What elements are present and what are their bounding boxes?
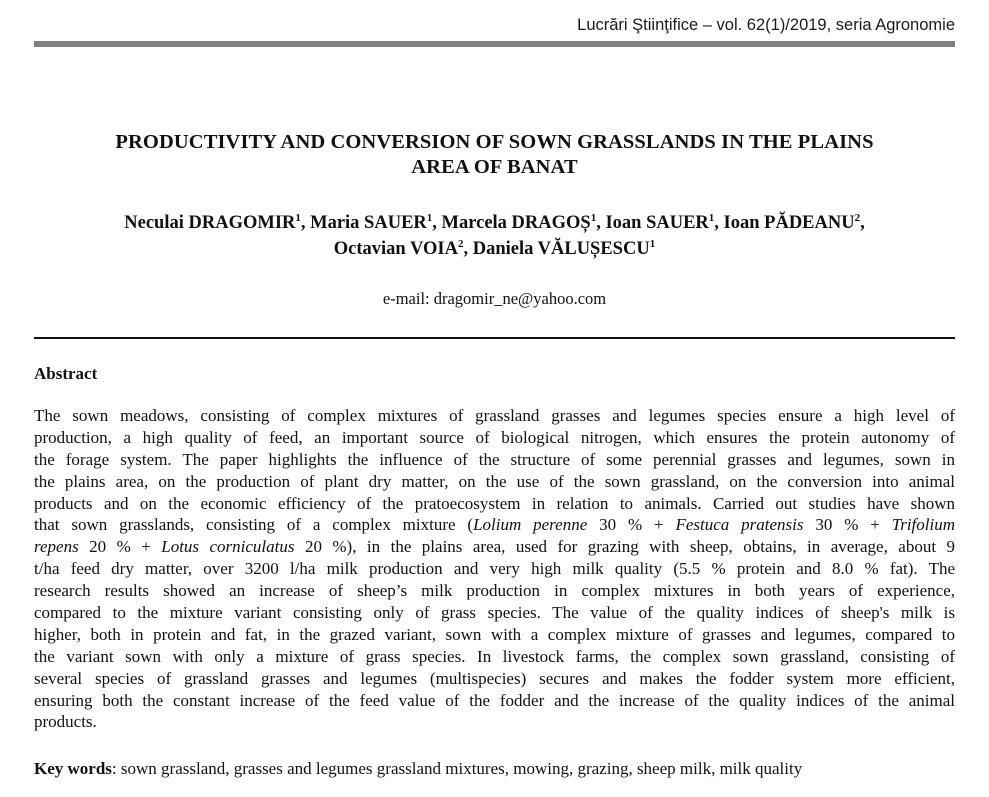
author-affiliation: 1: [590, 212, 597, 224]
abstract-text: higher, both in protein and fat, in the grazed variant, sown with a complex mixture of grasses and legumes, compared to: [34, 624, 955, 644]
abstract-text: several species of grassland grasses and legumes (multispecies) secures and makes the fodder system more efficient,: [34, 668, 955, 688]
keywords-text: : sown grassland, grasses and legumes grassland mixtures, mowing, grazing, sheep milk, milk quality: [111, 759, 803, 778]
abstract-text: the plains area, on the production of plant dry matter, on the use of the sown grassland, on the conversion into animal: [34, 471, 955, 491]
keywords: [34, 759, 802, 779]
author-name: Neculai DRAGOMIR: [124, 213, 296, 233]
abstract-line: [34, 580, 955, 602]
author-line-2: [34, 236, 955, 262]
abstract-text: ensuring both the constant increase of the feed value of the fodder and the increase of the quality indices of the animal: [34, 690, 955, 710]
author-line-1: [34, 210, 955, 236]
abstract-line: [34, 427, 955, 449]
abstract-text: the forage system. The paper highlights the influence of the structure of some perennial grasses and legumes, sown in: [34, 449, 955, 469]
abstract-text: 20 % +: [78, 537, 162, 557]
abstract-body: [34, 405, 955, 733]
author-separator: ,: [463, 239, 473, 259]
abstract-text: products.: [34, 712, 97, 732]
keywords-label: Key words: [34, 759, 112, 778]
abstract-line: [34, 558, 955, 580]
author-separator: ,: [596, 213, 606, 233]
abstract-text: 20 %), in the plains area, used for grazing with sheep, obtains, in average, about 9: [294, 537, 955, 557]
journal-running-header: Lucrări Ştiinţifice – vol. 62(1)/2019, seria Agronomie: [577, 16, 955, 34]
author-name: Octavian VOIA: [333, 239, 458, 259]
abstract-text: that sown grasslands, consisting of a complex mixture (: [34, 515, 474, 535]
section-divider: [34, 337, 955, 339]
author-name: Marcela DRAGOȘ: [441, 213, 591, 233]
abstract-line: [34, 624, 955, 646]
author-affiliation: 2: [457, 238, 464, 250]
author-list: [34, 210, 955, 262]
abstract-text: compared to the mixture variant consisting only of grass species. The value of the quality indices of sheep's milk is: [34, 603, 955, 623]
abstract-heading: Abstract: [34, 364, 98, 383]
paper-title-line-2: AREA OF BANAT: [411, 156, 578, 178]
species-name: Festuca pratensis: [675, 515, 804, 535]
abstract-text: t/ha feed dry matter, over 3200 l/ha milk production and very high milk quality (5.5 % protein and 8.0 % fat). The: [34, 559, 955, 579]
abstract-text: The sown meadows, consisting of complex mixtures of grassland grasses and legumes species ensure a high level of: [34, 406, 955, 425]
abstract-text: research results showed an increase of sheep’s milk production in complex mixtures in both years of experience,: [34, 581, 955, 601]
abstract-text: products and on the economic efficiency of the pratoecosystem in relation to animals. Carried out studies have shown: [34, 493, 955, 513]
abstract-text: production, a high quality of feed, an important source of biological nitrogen, which ensures the protein autonomy of: [34, 427, 955, 447]
author-affiliation: 1: [708, 212, 715, 224]
author-affiliation: 1: [649, 238, 656, 250]
paper-title: [34, 130, 955, 180]
author-separator: ,: [432, 213, 442, 233]
abstract-text: 30 % +: [587, 515, 676, 535]
abstract-text: the variant sown with only a mixture of grass species. In livestock farms, the complex sown grassland, consisting of: [34, 646, 955, 666]
paper-title-line-1: PRODUCTIVITY AND CONVERSION OF SOWN GRASSLANDS IN THE PLAINS: [115, 131, 874, 153]
author-name: Ioan PĂDEANU: [723, 213, 855, 233]
author-name: Daniela VĂLUȘESCU: [472, 239, 650, 259]
author-affiliation: 2: [854, 212, 861, 224]
abstract-line: [34, 514, 955, 536]
author-separator: ,: [860, 213, 865, 233]
species-name: Trifolium: [891, 515, 956, 535]
abstract-line: [34, 646, 955, 668]
abstract-line: [34, 668, 955, 690]
abstract-line: [34, 536, 955, 558]
abstract-line: [34, 711, 955, 733]
abstract-text: 30 % +: [803, 515, 892, 535]
author-separator: ,: [714, 213, 724, 233]
author-name: Maria SAUER: [310, 213, 427, 233]
header-divider: [34, 41, 955, 47]
abstract-line: [34, 471, 955, 493]
abstract-line: [34, 690, 955, 712]
abstract-line: [34, 602, 955, 624]
abstract-line: [34, 405, 955, 427]
species-name: Lolium perenne: [473, 515, 588, 535]
author-affiliation: 1: [426, 212, 433, 224]
species-name: repens: [34, 537, 79, 557]
abstract-line: [34, 493, 955, 515]
author-separator: ,: [300, 213, 311, 233]
contact-email: e-mail: dragomir_ne@yahoo.com: [382, 289, 607, 308]
species-name: Lotus corniculatus: [161, 537, 295, 557]
abstract-line: [34, 449, 955, 471]
author-affiliation: 1: [295, 212, 301, 224]
author-name: Ioan SAUER: [605, 213, 709, 233]
